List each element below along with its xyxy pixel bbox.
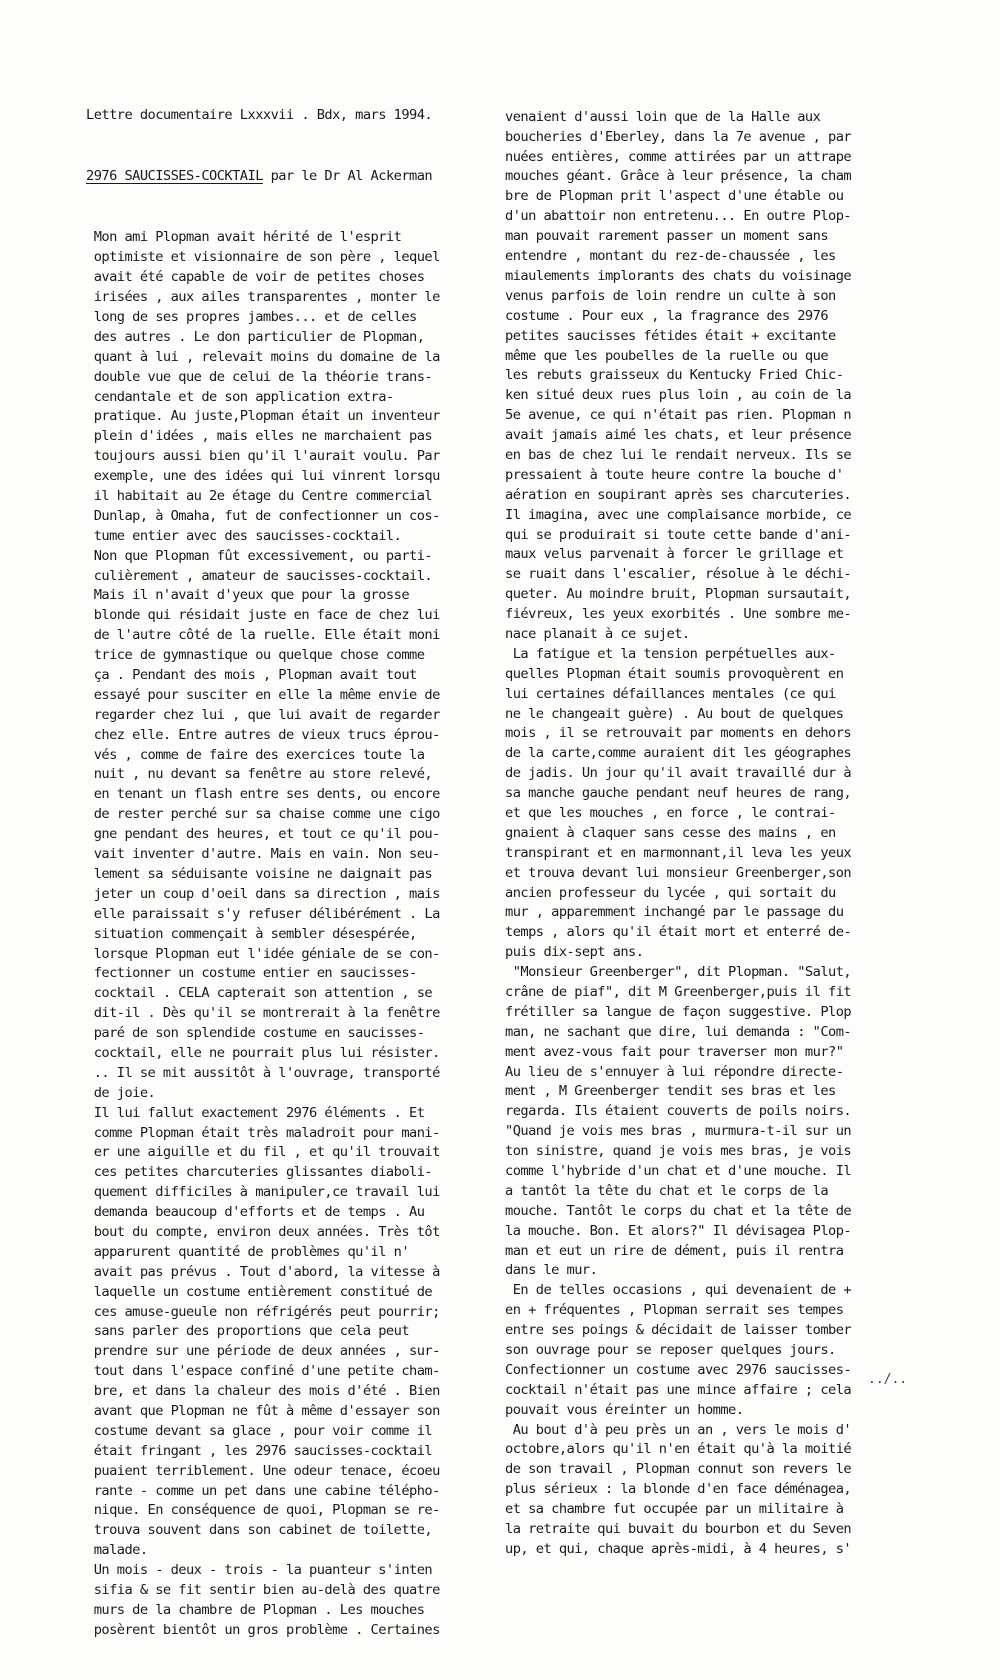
text-line: la retraite qui buvait du bourbon et du Seven [505,1521,852,1538]
right-column [505,68,925,1600]
text-line: situation commençait à sembler désespérée, [86,925,417,942]
text-line: exemple, une des idées qui lui vinrent lorsqu [86,468,440,485]
text-line: essayé pour susciter en elle la même envie de [86,686,440,703]
text-line: ton sinistre, quand je vois mes bras, je vois [505,1143,852,1160]
text-line: tume entier avec des saucisses-cocktail. [86,527,402,544]
text-line: Confectionner un costume avec 2976 saucisses- [505,1361,852,1378]
text-line: trouva souvent dans son cabinet de toilette, [86,1522,433,1539]
text-line: quant à lui , relevait moins du domaine de la [86,348,440,365]
text-line: bre, et dans la chaleur des mois d'été . Bien [86,1383,440,1400]
text-line: nique. En conséquence de quoi, Plopman se re- [86,1502,440,1519]
text-line: se ruait dans l'escalier, résolue à le déchi- [505,566,852,583]
text-line: En de telles occasions , qui devenaient de + [505,1282,852,1299]
text-line: er une aiguille et du fil , et qu'il trouvait [86,1144,440,1161]
text-line: Un mois - deux - trois - la puanteur s'inten [86,1562,433,1579]
text-line: Mais il n'avait d'yeux que pour la grosse [86,587,410,604]
text-line: elle paraissait s'y refuser délibérément . La [86,905,440,922]
text-line: a tantôt la tête du chat et le corps de la [505,1182,829,1199]
text-line: man et eut un rire de dément, puis il rentra [505,1242,844,1259]
text-line: même que les poubelles de la ruelle ou que [505,347,829,364]
text-line: avait été capable de voir de petites choses [86,269,425,286]
text-line: sans parler des proportions que cela peut [86,1323,410,1340]
text-line: costume . Pour eux , la fragrance des 2976 [505,307,829,324]
text-line: de jadis. Un jour qu'il avait travaillé dur à [505,765,852,782]
text-line: tout dans l'espace confiné d'une petite cham- [86,1363,440,1380]
title-byline: par le Dr Al Ackerman [262,167,433,184]
text-line: avant que Plopman ne fût à même d'essayer son [86,1402,440,1419]
text-line: La fatigue et la tension perpétuelles aux- [505,645,836,662]
text-line: Mon ami Plopman avait hérité de l'esprit [86,229,402,246]
text-line: lui certaines défaillances mentales (ce qui [505,685,836,702]
text-line: cendantale et de son application extra- [86,388,394,405]
text-line: Au lieu de s'ennuyer à lui répondre directe- [505,1063,844,1080]
text-line: frétiller sa langue de façon suggestive. Plop [505,1003,852,1020]
text-line: quement difficiles à manipuler,ce travail lui [86,1184,440,1201]
article-title [86,167,501,189]
text-line: transpirant et en marmonnant,il leva les yeux [505,844,852,861]
text-line: Non que Plopman fût excessivement, ou parti- [86,547,433,564]
text-line: trice de gymnastique ou quelque chose comme [86,647,425,664]
text-line: avait jamais aimé les chats, et leur présence [505,427,852,444]
text-line: gnaient à claquer sans cesse des mains , en [505,824,836,841]
text-line: et sa chambre fut occupée par un militaire à [505,1501,844,1518]
text-line: et que les mouches , en force , le contrai- [505,804,836,821]
text-line: Au bout d'à peu près un an , vers le mois d' [505,1421,852,1438]
text-line: 5e avenue, ce qui n'était pas rien. Plopman n [505,407,852,424]
text-line: queter. Au moindre bruit, Plopman sursautait, [505,586,852,603]
text-line: ne le changeait guère) . Au bout de quelques [505,705,844,722]
text-line: fiévreux, les yeux exorbités . Une sombre me- [505,606,852,623]
text-line: fectionner un costume entier en saucisses- [86,965,417,982]
text-line: man, ne sachant que dire, lui demanda : "Com- [505,1023,852,1040]
text-line: miaulements implorants des chats du voisinage [505,267,852,284]
text-line: boucheries d'Eberley, dans la 7e avenue , par [505,128,852,145]
text-line: costume devant sa glace , pour voir comme il [86,1422,433,1439]
text-line: d'un abattoir non entretenu... En outre Plop- [505,208,852,225]
text-line: nace planait à ce sujet. [505,625,690,642]
text-line: "Monsieur Greenberger", dit Plopman. "Salut, [505,964,852,981]
text-line: vait inventer d'autre. Mais en vain. Non seu- [86,846,440,863]
text-line: entre ses poings & décidait de laisser tomber [505,1322,852,1339]
text-line: avait pas prévus . Tout d'abord, la vitesse à [86,1263,440,1280]
text-line: quelles Plopman était soumis provoquèrent en [505,665,844,682]
title-underlined: 2976 SAUCISSES-COCKTAIL [86,167,263,184]
text-line: crâne de piaf", dit M Greenberger,puis il fit [505,984,852,1000]
text-line: ancien professeur du lycée , qui sortait du [505,884,836,901]
text-line: apparurent quantité de problèmes qu'il n' [86,1243,410,1260]
text-line: était fringant , les 2976 saucisses-cocktail [86,1442,433,1459]
text-line: cocktail n'était pas une mince affaire ; cela [505,1381,852,1398]
text-line: maux velus parvenait à forcer le grillage et [505,546,844,563]
text-line: son ouvrage pour se reposer quelques jours. [505,1342,836,1359]
text-line: rante - comme un pet dans une cabine télépho- [86,1482,440,1499]
text-line: "Quand je vois mes bras , murmura-t-il sur un [505,1123,852,1140]
text-line: ment avez-vous fait pour traverser mon mur?" [505,1043,844,1060]
text-line: de l'autre côté de la ruelle. Elle était moni [86,627,440,644]
text-line: sifia & se fit sentir bien au-delà des quatre [86,1582,440,1598]
text-line: mouche. Tantôt le corps du chat et la tête de [505,1202,852,1219]
text-line: sa manche gauche pendant neuf heures de rang, [505,785,852,802]
text-line: ken situé deux rues plus loin , au coin de la [505,387,852,404]
text-line: vés , comme de faire des exercices toute la [86,746,425,763]
text-line: Il lui fallut exactement 2976 éléments . Et [86,1104,425,1121]
text-line: man pouvait rarement passer un moment sans [505,228,829,245]
text-line: et trouva devant lui monsieur Greenberger,son [505,864,852,881]
text-line: pratique. Au juste,Plopman était un inventeur [86,408,440,425]
text-line: double vue que de celui de la théorie trans- [86,368,433,385]
text-line: ces amuse-gueule non réfrigérés peut pourrir; [86,1303,440,1320]
text-line: irisées , aux ailes transparentes , monter le [86,289,440,306]
text-line: toujours aussi bien qu'il l'aurait voulu. Par [86,448,440,465]
text-line: regarda. Ils étaient couverts de poils noirs. [505,1103,852,1120]
right-column-body [505,108,925,1560]
text-line: lement sa séduisante voisine ne daignait pas [86,865,433,882]
text-line: chez elle. Entre autres de vieux trucs éprou- [86,726,440,743]
continuation-mark: ../.. [868,1372,908,1387]
text-line: blonde qui résidait juste en face de chez lui [86,607,440,624]
text-line: posèrent bientôt un gros problème . Certaines [86,1621,440,1638]
text-line: pouvait vous éreinter un homme. [505,1401,744,1418]
text-line: laquelle un costume entièrement constitué de [86,1283,433,1300]
text-line: en bas de chez lui le rendait nerveux. Ils se [505,446,852,463]
text-line: puaient terriblement. Une odeur tenace, écoeu [86,1462,440,1479]
text-line: des autres . Le don particulier de Plopman, [86,328,425,345]
text-line: .. Il se mit aussitôt à l'ouvrage, transporté [86,1064,440,1081]
text-line: murs de la chambre de Plopman . Les mouches [86,1601,425,1618]
text-line: de rester perché sur sa chaise comme une cigo [86,806,440,823]
text-line: mouches géant. Grâce à leur présence, la cham [505,168,852,185]
text-line: nuées entières, comme attirées par un attrape [505,148,852,165]
text-line: dit-il . Dès qu'il se montrerait à la fenêtre [86,1005,440,1022]
letter-header: Lettre documentaire Lxxxvii . Bdx, mars 1994. [86,106,433,123]
text-line: mur , apparemment inchangé par le passage du [505,904,844,921]
text-line: octobre,alors qu'il n'en était qu'à la moitié [505,1441,852,1458]
left-column-body [86,228,501,1640]
text-line: long de ses propres jambes... et de celles [86,309,417,325]
text-line: lorsque Plopman eut l'idée géniale de se con- [86,945,440,962]
text-line: regarder chez lui , que lui avait de regarder [86,706,440,723]
text-line: plein d'idées , mais elles ne marchaient pas [86,428,433,445]
text-line: comme Plopman était très maladroit pour mani- [86,1124,440,1141]
text-line: plus sérieux : la blonde d'en face déménagea, [505,1481,852,1498]
text-line: culièrement , amateur de saucisses-cocktail. [86,567,433,584]
text-line: dans le mur. [505,1262,598,1279]
text-line: venus parfois de loin rendre un culte à son [505,287,836,304]
text-line: cocktail, elle ne pourrait plus lui résister. [86,1044,440,1061]
text-line: demanda beaucoup d'efforts et de temps . Au [86,1204,425,1221]
text-line: nuit , nu devant sa fenêtre au store relevé, [86,766,433,783]
text-line: prendre sur une période de deux années , sur- [86,1343,440,1360]
text-line: de joie. [86,1084,156,1101]
text-line: cocktail . CELA capterait son attention , se [86,985,433,1002]
text-line: entendre , montant du rez-de-chaussée , les [505,248,836,265]
text-line: mois , il se retrouvait par moments en dehors [505,725,852,742]
text-line: il habitait au 2e étage du Centre commercial [86,488,433,505]
text-line: aération en soupirant après ses charcuteries. [505,486,852,503]
text-line: optimiste et visionnaire de son père , lequel [86,249,440,266]
text-line: temps , alors qu'il était mort et enterré de- [505,924,852,941]
text-line: puis dix-sept ans. [505,944,644,961]
text-line: qui se produirait si toute cette bande d'ani- [505,526,852,543]
left-column [86,66,501,1680]
text-line: paré de son splendide costume en saucisses- [86,1025,425,1042]
text-line: pressaient à toute heure contre la bouche d' [505,466,844,483]
text-line: malade. [86,1542,148,1559]
text-line: petites saucisses fétides était + excitante [505,327,836,344]
text-line: en tenant un flash entre ses dents, ou encore [86,786,440,803]
text-line: de son travail , Plopman connut son revers le [505,1461,852,1478]
text-line: les rebuts graisseux du Kentucky Fried Chic- [505,367,844,384]
text-line: jeter un coup d'oeil dans sa direction , mais [86,885,440,902]
text-line: de la carte,comme auraient dit les géographes [505,745,852,762]
text-line: gne pendant des heures, et tout ce qu'il pou- [86,826,440,843]
text-line: ment , M Greenberger tendit ses bras et les [505,1083,836,1100]
text-line: bre de Plopman prit l'aspect d'une étable ou [505,188,844,205]
text-line: comme l'hybride d'un chat et d'une mouche. Il [505,1163,852,1180]
text-line: en + fréquentes , Plopman serrait ses tempes [505,1302,844,1319]
text-line: ces petites charcuteries glissantes diaboli- [86,1164,433,1181]
text-line: up, et qui, chaque après-midi, à 4 heures, s' [505,1540,852,1557]
text-line: bout du compte, environ deux années. Très tôt [86,1223,440,1240]
text-line: la mouche. Bon. Et alors?" Il dévisagea Plop- [505,1222,852,1239]
text-line: venaient d'aussi loin que de la Halle aux [505,108,821,125]
text-line: Il imagina, avec une complaisance morbide, ce [505,506,852,523]
text-line: Dunlap, à Omaha, fut de confectionner un cos- [86,507,440,524]
text-line: ça . Pendant des mois , Plopman avait tout [86,667,417,684]
